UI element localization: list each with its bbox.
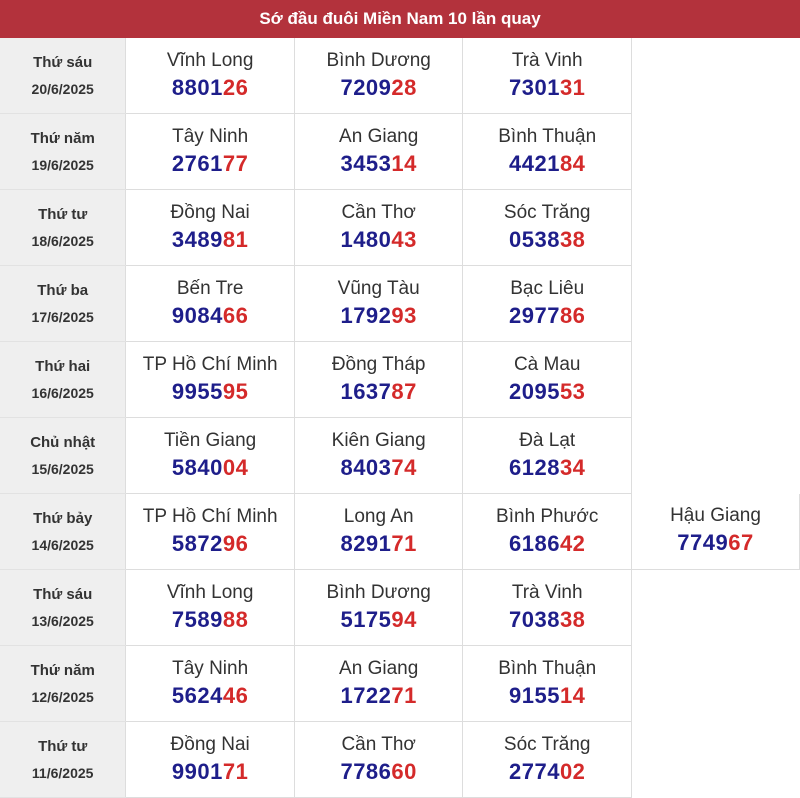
result-head-digits: 7209 xyxy=(340,74,392,100)
result-cell xyxy=(463,570,632,646)
result-cell xyxy=(126,722,295,798)
result-number xyxy=(126,529,294,559)
province-name: Bạc Liêu xyxy=(510,277,585,299)
province-name: Bình Dương xyxy=(326,49,431,71)
table-row xyxy=(0,190,800,266)
result-head-digits: 5624 xyxy=(171,682,223,708)
result-cell xyxy=(294,722,463,798)
draw-date-cell xyxy=(0,342,126,418)
result-head-digits: 8291 xyxy=(340,530,392,556)
result-number xyxy=(295,225,463,255)
province-name: Cần Thơ xyxy=(341,733,416,755)
result-number xyxy=(126,149,294,179)
result-cell xyxy=(294,418,463,494)
result-number xyxy=(463,605,631,635)
result-cell xyxy=(294,646,463,722)
empty-cell xyxy=(631,570,799,646)
draw-date: 17/6/2025 xyxy=(31,308,94,325)
result-cell xyxy=(126,646,295,722)
weekday-label: Thứ hai xyxy=(35,357,91,375)
draw-date: 12/6/2025 xyxy=(31,688,94,705)
result-number xyxy=(126,605,294,635)
result-tail-digits: 93 xyxy=(391,302,417,328)
province-name: Sóc Trăng xyxy=(503,201,591,223)
result-tail-digits: 84 xyxy=(559,150,586,176)
empty-cell xyxy=(631,190,799,266)
result-tail-digits: 87 xyxy=(391,378,417,404)
result-head-digits: 2774 xyxy=(508,758,560,784)
result-cell xyxy=(294,114,463,190)
page-title: Sớ đầu đuôi Miền Nam 10 lần quay xyxy=(0,0,800,38)
result-head-digits: 5175 xyxy=(340,606,392,632)
province-name: Bình Phước xyxy=(496,505,599,527)
table-row xyxy=(0,266,800,342)
result-number xyxy=(463,757,631,787)
result-number xyxy=(463,73,631,103)
result-cell xyxy=(126,38,295,114)
result-head-digits: 1722 xyxy=(340,682,392,708)
result-number xyxy=(463,149,631,179)
result-cell xyxy=(294,494,463,570)
result-cell xyxy=(294,190,463,266)
table-row xyxy=(0,418,800,494)
result-number xyxy=(295,681,463,711)
result-head-digits: 2977 xyxy=(508,302,560,328)
result-cell xyxy=(463,266,632,342)
province-name: Kiên Giang xyxy=(331,429,426,451)
draw-date: 19/6/2025 xyxy=(31,156,94,173)
draw-date-cell xyxy=(0,570,126,646)
result-cell xyxy=(463,114,632,190)
result-tail-digits: 28 xyxy=(391,74,417,100)
draw-date-cell xyxy=(0,494,126,570)
draw-date: 14/6/2025 xyxy=(31,536,94,553)
result-head-digits: 7786 xyxy=(340,758,392,784)
result-cell xyxy=(463,190,632,266)
result-number xyxy=(126,453,294,483)
result-tail-digits: 38 xyxy=(559,606,586,632)
province-name: TP Hồ Chí Minh xyxy=(142,505,278,527)
province-name: Đồng Tháp xyxy=(331,353,426,375)
draw-date-cell xyxy=(0,266,126,342)
result-tail-digits: 14 xyxy=(391,150,417,176)
province-name: Cần Thơ xyxy=(341,201,416,223)
table-row xyxy=(0,342,800,418)
result-number xyxy=(463,529,631,559)
empty-cell xyxy=(631,418,799,494)
result-head-digits: 7749 xyxy=(677,530,729,556)
weekday-label: Thứ tư xyxy=(38,205,88,223)
result-number xyxy=(295,149,463,179)
result-cell xyxy=(126,494,295,570)
province-name: TP Hồ Chí Minh xyxy=(142,353,278,375)
result-number xyxy=(632,528,799,558)
result-number xyxy=(126,73,294,103)
result-number xyxy=(126,681,294,711)
province-name: Sóc Trăng xyxy=(503,733,591,755)
province-name: Vĩnh Long xyxy=(166,49,254,71)
result-head-digits: 3489 xyxy=(171,226,223,252)
table-row xyxy=(0,570,800,646)
province-name: Đồng Nai xyxy=(170,201,250,223)
result-cell xyxy=(294,570,463,646)
draw-date-cell xyxy=(0,646,126,722)
result-tail-digits: 95 xyxy=(222,378,249,404)
draw-date: 18/6/2025 xyxy=(31,232,94,249)
draw-date-cell xyxy=(0,38,126,114)
province-name: Tây Ninh xyxy=(172,657,249,679)
result-tail-digits: 96 xyxy=(222,530,249,556)
result-tail-digits: 67 xyxy=(728,530,754,556)
draw-date: 15/6/2025 xyxy=(31,460,94,477)
province-name: Đà Lạt xyxy=(519,429,576,451)
result-head-digits: 8801 xyxy=(171,74,223,100)
weekday-label: Thứ bảy xyxy=(33,509,93,527)
result-head-digits: 7301 xyxy=(508,74,560,100)
result-head-digits: 7038 xyxy=(508,606,560,632)
province-name: Trà Vinh xyxy=(511,581,583,603)
draw-date: 16/6/2025 xyxy=(31,384,94,401)
result-number xyxy=(295,377,463,407)
province-name: Bình Dương xyxy=(326,581,431,603)
result-head-digits: 4421 xyxy=(508,150,560,176)
province-name: Vũng Tàu xyxy=(337,277,420,299)
result-number xyxy=(295,605,463,635)
result-head-digits: 1480 xyxy=(340,226,392,252)
result-tail-digits: 66 xyxy=(222,302,249,328)
result-number xyxy=(295,529,463,559)
province-name: Đồng Nai xyxy=(170,733,250,755)
draw-date: 20/6/2025 xyxy=(31,80,94,97)
result-number xyxy=(463,453,631,483)
province-name: An Giang xyxy=(339,125,419,147)
result-cell xyxy=(126,190,295,266)
result-number xyxy=(295,453,463,483)
weekday-label: Thứ năm xyxy=(30,129,95,147)
table-row xyxy=(0,114,800,190)
empty-cell xyxy=(631,646,799,722)
result-tail-digits: 81 xyxy=(222,226,249,252)
result-cell xyxy=(126,418,295,494)
draw-date: 13/6/2025 xyxy=(31,612,94,629)
result-number xyxy=(126,301,294,331)
result-tail-digits: 71 xyxy=(391,530,417,556)
empty-cell xyxy=(631,342,799,418)
result-number xyxy=(463,377,631,407)
result-head-digits: 9901 xyxy=(171,758,223,784)
result-cell xyxy=(126,266,295,342)
result-tail-digits: 53 xyxy=(559,378,586,404)
draw-date-cell xyxy=(0,114,126,190)
province-name: Bến Tre xyxy=(176,277,244,299)
weekday-label: Thứ sáu xyxy=(33,53,93,71)
province-name: Cà Mau xyxy=(513,353,581,375)
result-head-digits: 7589 xyxy=(171,606,223,632)
result-head-digits: 1792 xyxy=(340,302,392,328)
result-head-digits: 5872 xyxy=(171,530,223,556)
result-cell xyxy=(463,418,632,494)
draw-date-cell xyxy=(0,190,126,266)
results-table xyxy=(0,38,800,798)
result-cell xyxy=(463,342,632,418)
result-number xyxy=(463,225,631,255)
result-tail-digits: 71 xyxy=(391,682,417,708)
result-number xyxy=(463,681,631,711)
result-tail-digits: 60 xyxy=(391,758,417,784)
result-tail-digits: 02 xyxy=(559,758,586,784)
result-tail-digits: 46 xyxy=(222,682,249,708)
empty-cell xyxy=(631,722,799,798)
province-name: Bình Thuận xyxy=(498,657,597,679)
result-head-digits: 9155 xyxy=(508,682,560,708)
result-head-digits: 3453 xyxy=(340,150,392,176)
result-number xyxy=(295,73,463,103)
weekday-label: Thứ năm xyxy=(30,661,95,679)
result-tail-digits: 74 xyxy=(391,454,417,480)
province-name: Hậu Giang xyxy=(670,505,761,527)
result-head-digits: 6186 xyxy=(508,530,560,556)
result-number xyxy=(463,301,631,331)
result-number xyxy=(126,757,294,787)
province-name: Bình Thuận xyxy=(498,125,597,147)
result-tail-digits: 42 xyxy=(559,530,586,556)
result-head-digits: 2095 xyxy=(508,378,560,404)
weekday-label: Chủ nhật xyxy=(30,433,96,451)
result-head-digits: 6128 xyxy=(508,454,560,480)
province-name: Tây Ninh xyxy=(172,125,249,147)
table-row xyxy=(0,646,800,722)
result-cell xyxy=(294,342,463,418)
result-tail-digits: 43 xyxy=(391,226,417,252)
table-row xyxy=(0,494,800,570)
result-tail-digits: 86 xyxy=(559,302,586,328)
result-cell xyxy=(463,646,632,722)
result-head-digits: 9084 xyxy=(171,302,223,328)
weekday-label: Thứ sáu xyxy=(33,585,93,603)
result-cell xyxy=(631,494,799,570)
draw-date-cell xyxy=(0,722,126,798)
result-tail-digits: 34 xyxy=(559,454,586,480)
result-tail-digits: 14 xyxy=(559,682,586,708)
weekday-label: Thứ tư xyxy=(38,737,88,755)
empty-cell xyxy=(631,114,799,190)
result-tail-digits: 88 xyxy=(222,606,249,632)
table-row xyxy=(0,722,800,798)
result-tail-digits: 77 xyxy=(222,150,249,176)
result-number xyxy=(126,225,294,255)
table-row xyxy=(0,38,800,114)
result-cell xyxy=(126,114,295,190)
result-head-digits: 8403 xyxy=(340,454,392,480)
result-number xyxy=(295,301,463,331)
result-tail-digits: 31 xyxy=(559,74,586,100)
result-head-digits: 0538 xyxy=(508,226,560,252)
result-number xyxy=(126,377,294,407)
result-cell xyxy=(126,342,295,418)
result-cell xyxy=(463,722,632,798)
draw-date: 11/6/2025 xyxy=(31,764,94,781)
province-name: An Giang xyxy=(339,657,419,679)
result-cell xyxy=(126,570,295,646)
result-cell xyxy=(463,494,632,570)
province-name: Long An xyxy=(343,505,414,527)
draw-date-cell xyxy=(0,418,126,494)
result-tail-digits: 38 xyxy=(559,226,586,252)
weekday-label: Thứ ba xyxy=(37,281,89,299)
empty-cell xyxy=(631,38,799,114)
result-head-digits: 9955 xyxy=(171,378,223,404)
result-head-digits: 2761 xyxy=(171,150,223,176)
result-head-digits: 5840 xyxy=(171,454,223,480)
result-cell xyxy=(463,38,632,114)
results-table-body xyxy=(0,38,800,798)
result-tail-digits: 94 xyxy=(391,606,417,632)
result-number xyxy=(295,757,463,787)
province-name: Tiền Giang xyxy=(164,429,257,451)
result-tail-digits: 71 xyxy=(222,758,249,784)
result-tail-digits: 04 xyxy=(222,454,249,480)
result-tail-digits: 26 xyxy=(222,74,249,100)
empty-cell xyxy=(631,266,799,342)
province-name: Trà Vinh xyxy=(511,49,583,71)
result-cell xyxy=(294,38,463,114)
province-name: Vĩnh Long xyxy=(166,581,254,603)
result-head-digits: 1637 xyxy=(340,378,392,404)
result-cell xyxy=(294,266,463,342)
